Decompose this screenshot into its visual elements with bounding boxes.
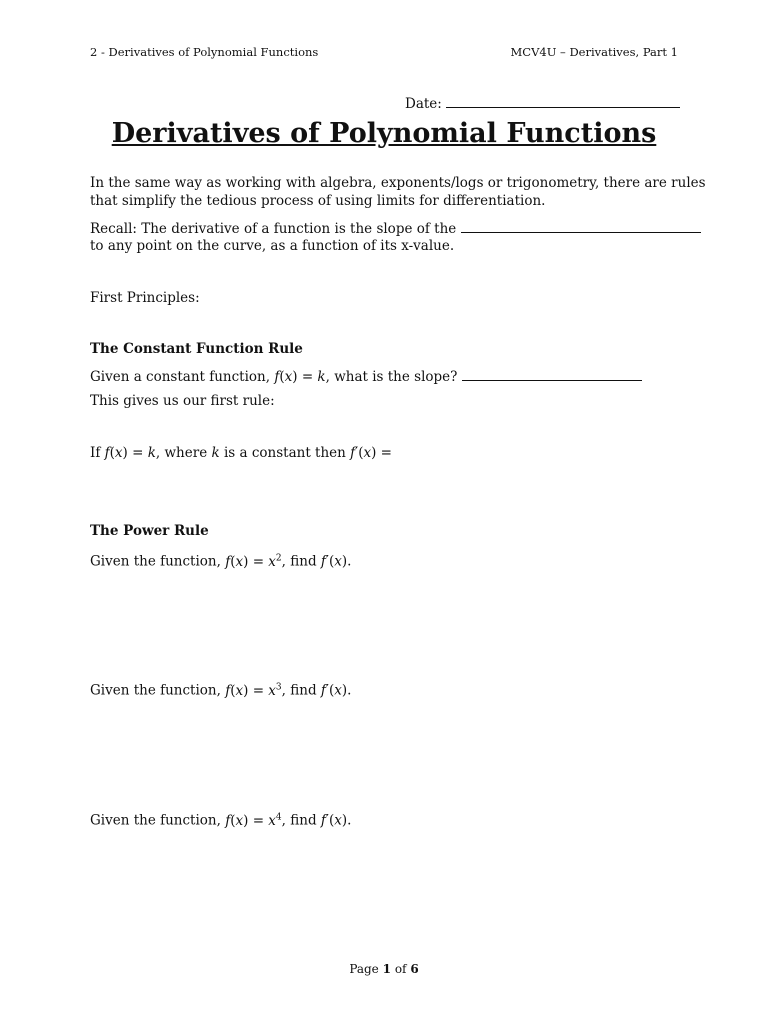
given-text-1: Given the function, bbox=[90, 553, 221, 570]
running-header-right: MCV4U – Derivatives, Part 1 bbox=[510, 45, 678, 59]
intro-line-2: that simplify the tedious process of using limits for differentiation. bbox=[90, 193, 546, 209]
footer-page-total: 6 bbox=[410, 962, 419, 976]
constant-if-expression: f(x) = k bbox=[104, 445, 156, 461]
recall-blank[interactable] bbox=[461, 219, 701, 233]
exponent-1: 2 bbox=[275, 553, 282, 563]
footer-page-word: Page bbox=[349, 962, 379, 976]
date-field[interactable] bbox=[405, 94, 680, 113]
derivative-notation-2: f′(x). bbox=[320, 682, 352, 699]
footer-page-number: 1 bbox=[382, 962, 391, 976]
if-text: If bbox=[90, 445, 101, 461]
exponent-3: 4 bbox=[275, 812, 282, 822]
constant-given-prefix: Given a constant function, bbox=[90, 369, 271, 385]
derivative-notation-1: f′(x). bbox=[320, 553, 352, 570]
intro-line-1: In the same way as working with algebra, exponents/logs or trigonometry, there are rules bbox=[90, 175, 706, 191]
first-rule-text: This gives us our first rule: bbox=[90, 393, 275, 409]
constant-given-suffix: , what is the slope? bbox=[325, 369, 458, 385]
constant-rule-question bbox=[90, 367, 642, 386]
derivative-notation-3: f′(x). bbox=[320, 812, 352, 829]
date-blank[interactable] bbox=[446, 94, 680, 108]
first-principles-label: First Principles: bbox=[90, 290, 200, 306]
find-text-3: , find bbox=[281, 812, 317, 829]
recall-line-1 bbox=[90, 219, 701, 238]
running-header-left: 2 - Derivatives of Polynomial Functions bbox=[90, 45, 319, 59]
constant-function-expression: f(x) = k bbox=[274, 369, 326, 385]
function-x-fourth: $f(x) = x^4$ bbox=[225, 812, 282, 829]
function-x-squared: $f(x) = x^2$ bbox=[225, 553, 282, 570]
constant-then-text: is a constant then bbox=[223, 445, 346, 461]
page-footer bbox=[0, 962, 768, 976]
footer-of-word: of bbox=[394, 962, 407, 976]
recall-text: Recall: The derivative of a function is the slope of the bbox=[90, 221, 457, 237]
constant-rule-statement bbox=[90, 444, 392, 462]
power-rule-question-3 bbox=[90, 808, 351, 830]
exponent-2: 3 bbox=[275, 682, 282, 692]
given-text-2: Given the function, bbox=[90, 682, 221, 699]
slope-answer-blank[interactable] bbox=[462, 367, 642, 381]
derivative-expression: f′(x) = bbox=[350, 445, 392, 461]
date-label: Date: bbox=[405, 96, 442, 112]
function-x-cubed: $f(x) = x^3$ bbox=[225, 682, 282, 699]
power-rule-question-2 bbox=[90, 678, 351, 700]
find-text-1: , find bbox=[281, 553, 317, 570]
recall-line-2: to any point on the curve, as a function of its x-value. bbox=[90, 238, 455, 254]
power-rule-heading: The Power Rule bbox=[90, 523, 209, 539]
k-variable: k bbox=[211, 445, 220, 461]
given-text-3: Given the function, bbox=[90, 812, 221, 829]
find-text-2: , find bbox=[281, 682, 317, 699]
page-title: Derivatives of Polynomial Functions bbox=[111, 118, 657, 149]
constant-rule-heading: The Constant Function Rule bbox=[90, 341, 303, 357]
power-rule-question-1 bbox=[90, 549, 351, 571]
where-text: , where bbox=[155, 445, 208, 461]
